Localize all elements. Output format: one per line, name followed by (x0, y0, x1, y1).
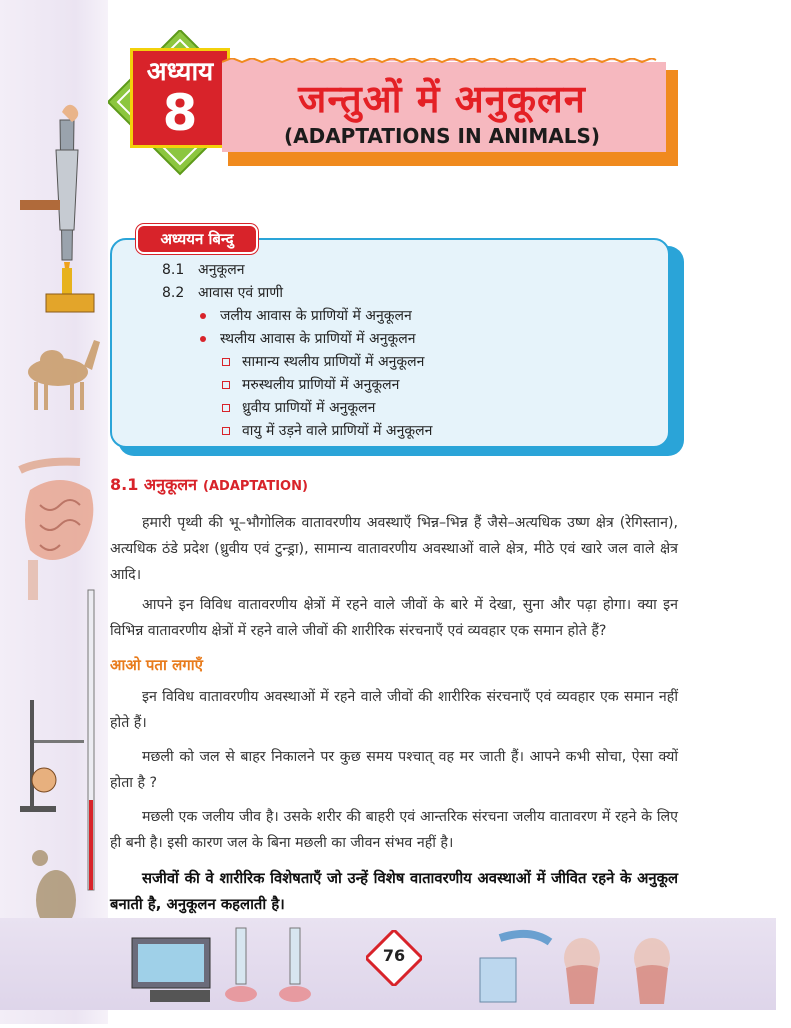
sub-bullet-text: सामान्य स्थलीय प्राणियों में अनुकूलन (242, 354, 425, 370)
sub-bullet-text: ध्रुवीय प्राणियों में अनुकूलन (242, 400, 376, 416)
paragraph-text: हमारी पृथ्वी की भू–भौगोलिक वातावरणीय अवस्थाएँ भिन्न–भिन्न हैं जैसे–अत्यधिक उष्ण क्षेत्र (रेगिस्तान), अत्यधिक ठंडे प्रदेश (ध्रुवीय एवं टुन्ड्रा), सामान्य वातावरणीय अवस्थाओं वाले क्षेत्र, मीठे एवं खारे जल वाले क्षेत्र आदि। (110, 515, 678, 583)
left-decorative-strip (0, 0, 108, 1024)
page-number: 76 (382, 946, 406, 965)
bullet-square-icon (222, 358, 230, 366)
computer-icon (132, 938, 210, 1002)
paragraph-text: मछली को जल से बाहर निकालने पर कुछ समय पश्चात् वह मर जाती हैं। आपने कभी सोचा, ऐसा क्यों होता है ? (110, 749, 678, 791)
chapter-number: 8 (162, 84, 198, 142)
bunsen-burner-icon (20, 105, 94, 312)
sub-bullet-text: वायु में उड़ने वाले प्राणियों में अनुकूलन (242, 423, 433, 439)
topic-sub-bullet (222, 421, 432, 440)
topic-number: 8.1 (162, 262, 185, 278)
study-topics-tab: अध्ययन बिन्दु (136, 224, 258, 254)
paragraph-text: आपने इन विविध वातावरणीय क्षेत्रों में रहने वाले जीवों के बारे में देखा, सुना और पढ़ा होगा। क्या इन विभिन्न वातावरणीय क्षेत्रों में रहने वाले जीवों की शारीरिक संरचनाएँ एवं व्यवहार एक समान होते हैं? (110, 597, 678, 639)
paragraph (110, 510, 678, 588)
bullet-square-icon (222, 404, 230, 412)
test-tube-icon (225, 928, 311, 1002)
bullet-text: स्थलीय आवास के प्राणियों में अनुकूलन (220, 331, 416, 347)
explore-heading: आओ पता लगाएँ (110, 656, 203, 674)
topic-bullet (200, 306, 412, 325)
definition-paragraph (110, 866, 678, 918)
bullet-dot-icon (200, 313, 206, 319)
bullet-square-icon (222, 427, 230, 435)
topic-number: 8.2 (162, 285, 185, 301)
beaker-icon (480, 934, 550, 1002)
chapter-label: अध्याय (146, 57, 214, 87)
section-heading-hindi: 8.1 अनुकूलन (110, 475, 198, 494)
bullet-dot-icon (200, 336, 206, 342)
paragraph-text: इन विविध वातावरणीय अवस्थाओं में रहने वाले जीवों की शारीरिक संरचनाएँ एवं व्यवहार एक समान नहीं होते हैं। (110, 689, 678, 731)
side-illustrations (0, 0, 108, 1024)
bullet-square-icon (222, 381, 230, 389)
paragraph (110, 684, 678, 736)
lab-stand-icon (20, 700, 84, 812)
sub-bullet-text: मरुस्थलीय प्राणियों में अनुकूलन (242, 377, 400, 393)
bullet-text: जलीय आवास के प्राणियों में अनुकूलन (220, 308, 412, 324)
camel-icon (28, 340, 100, 410)
chapter-title-hindi: जन्तुओं में अनुकूलन (298, 77, 586, 121)
topic-sub-bullet (222, 375, 399, 394)
intestine-icon (20, 462, 93, 600)
section-heading-english: (ADAPTATION) (203, 479, 308, 494)
paragraph (110, 592, 678, 644)
topic-item (162, 260, 244, 279)
chapter-title-english: (ADAPTATIONS IN ANIMALS) (283, 124, 601, 148)
section-heading (110, 473, 308, 495)
thermometer-icon (88, 590, 94, 890)
topic-sub-bullet (222, 352, 424, 371)
chapter-number-box (130, 48, 230, 148)
topic-text: अनुकूलन (198, 262, 245, 278)
paragraph-text: मछली एक जलीय जीव है। उसके शरीर की बाहरी एवं आन्तरिक संरचना जलीय वातावरण में रहने के लिए ही बनी है। इसी कारण जल के बिना मछली का जीवन संभव नहीं है। (110, 809, 678, 851)
paragraph (110, 744, 678, 796)
definition-text: सजीवों की वे शारीरिक विशेषताएँ जो उन्हें विशेष वातावरणीय अवस्थाओं में जीवित रहने के अनुकूल बनाती है, अनुकूलन कहलाती है। (110, 870, 678, 913)
lungs-icon (564, 938, 670, 1004)
paragraph (110, 804, 678, 856)
topic-bullet (200, 329, 415, 348)
topic-item (162, 283, 283, 302)
topic-sub-bullet (222, 398, 375, 417)
topic-text: आवास एवं प्राणी (198, 285, 283, 301)
